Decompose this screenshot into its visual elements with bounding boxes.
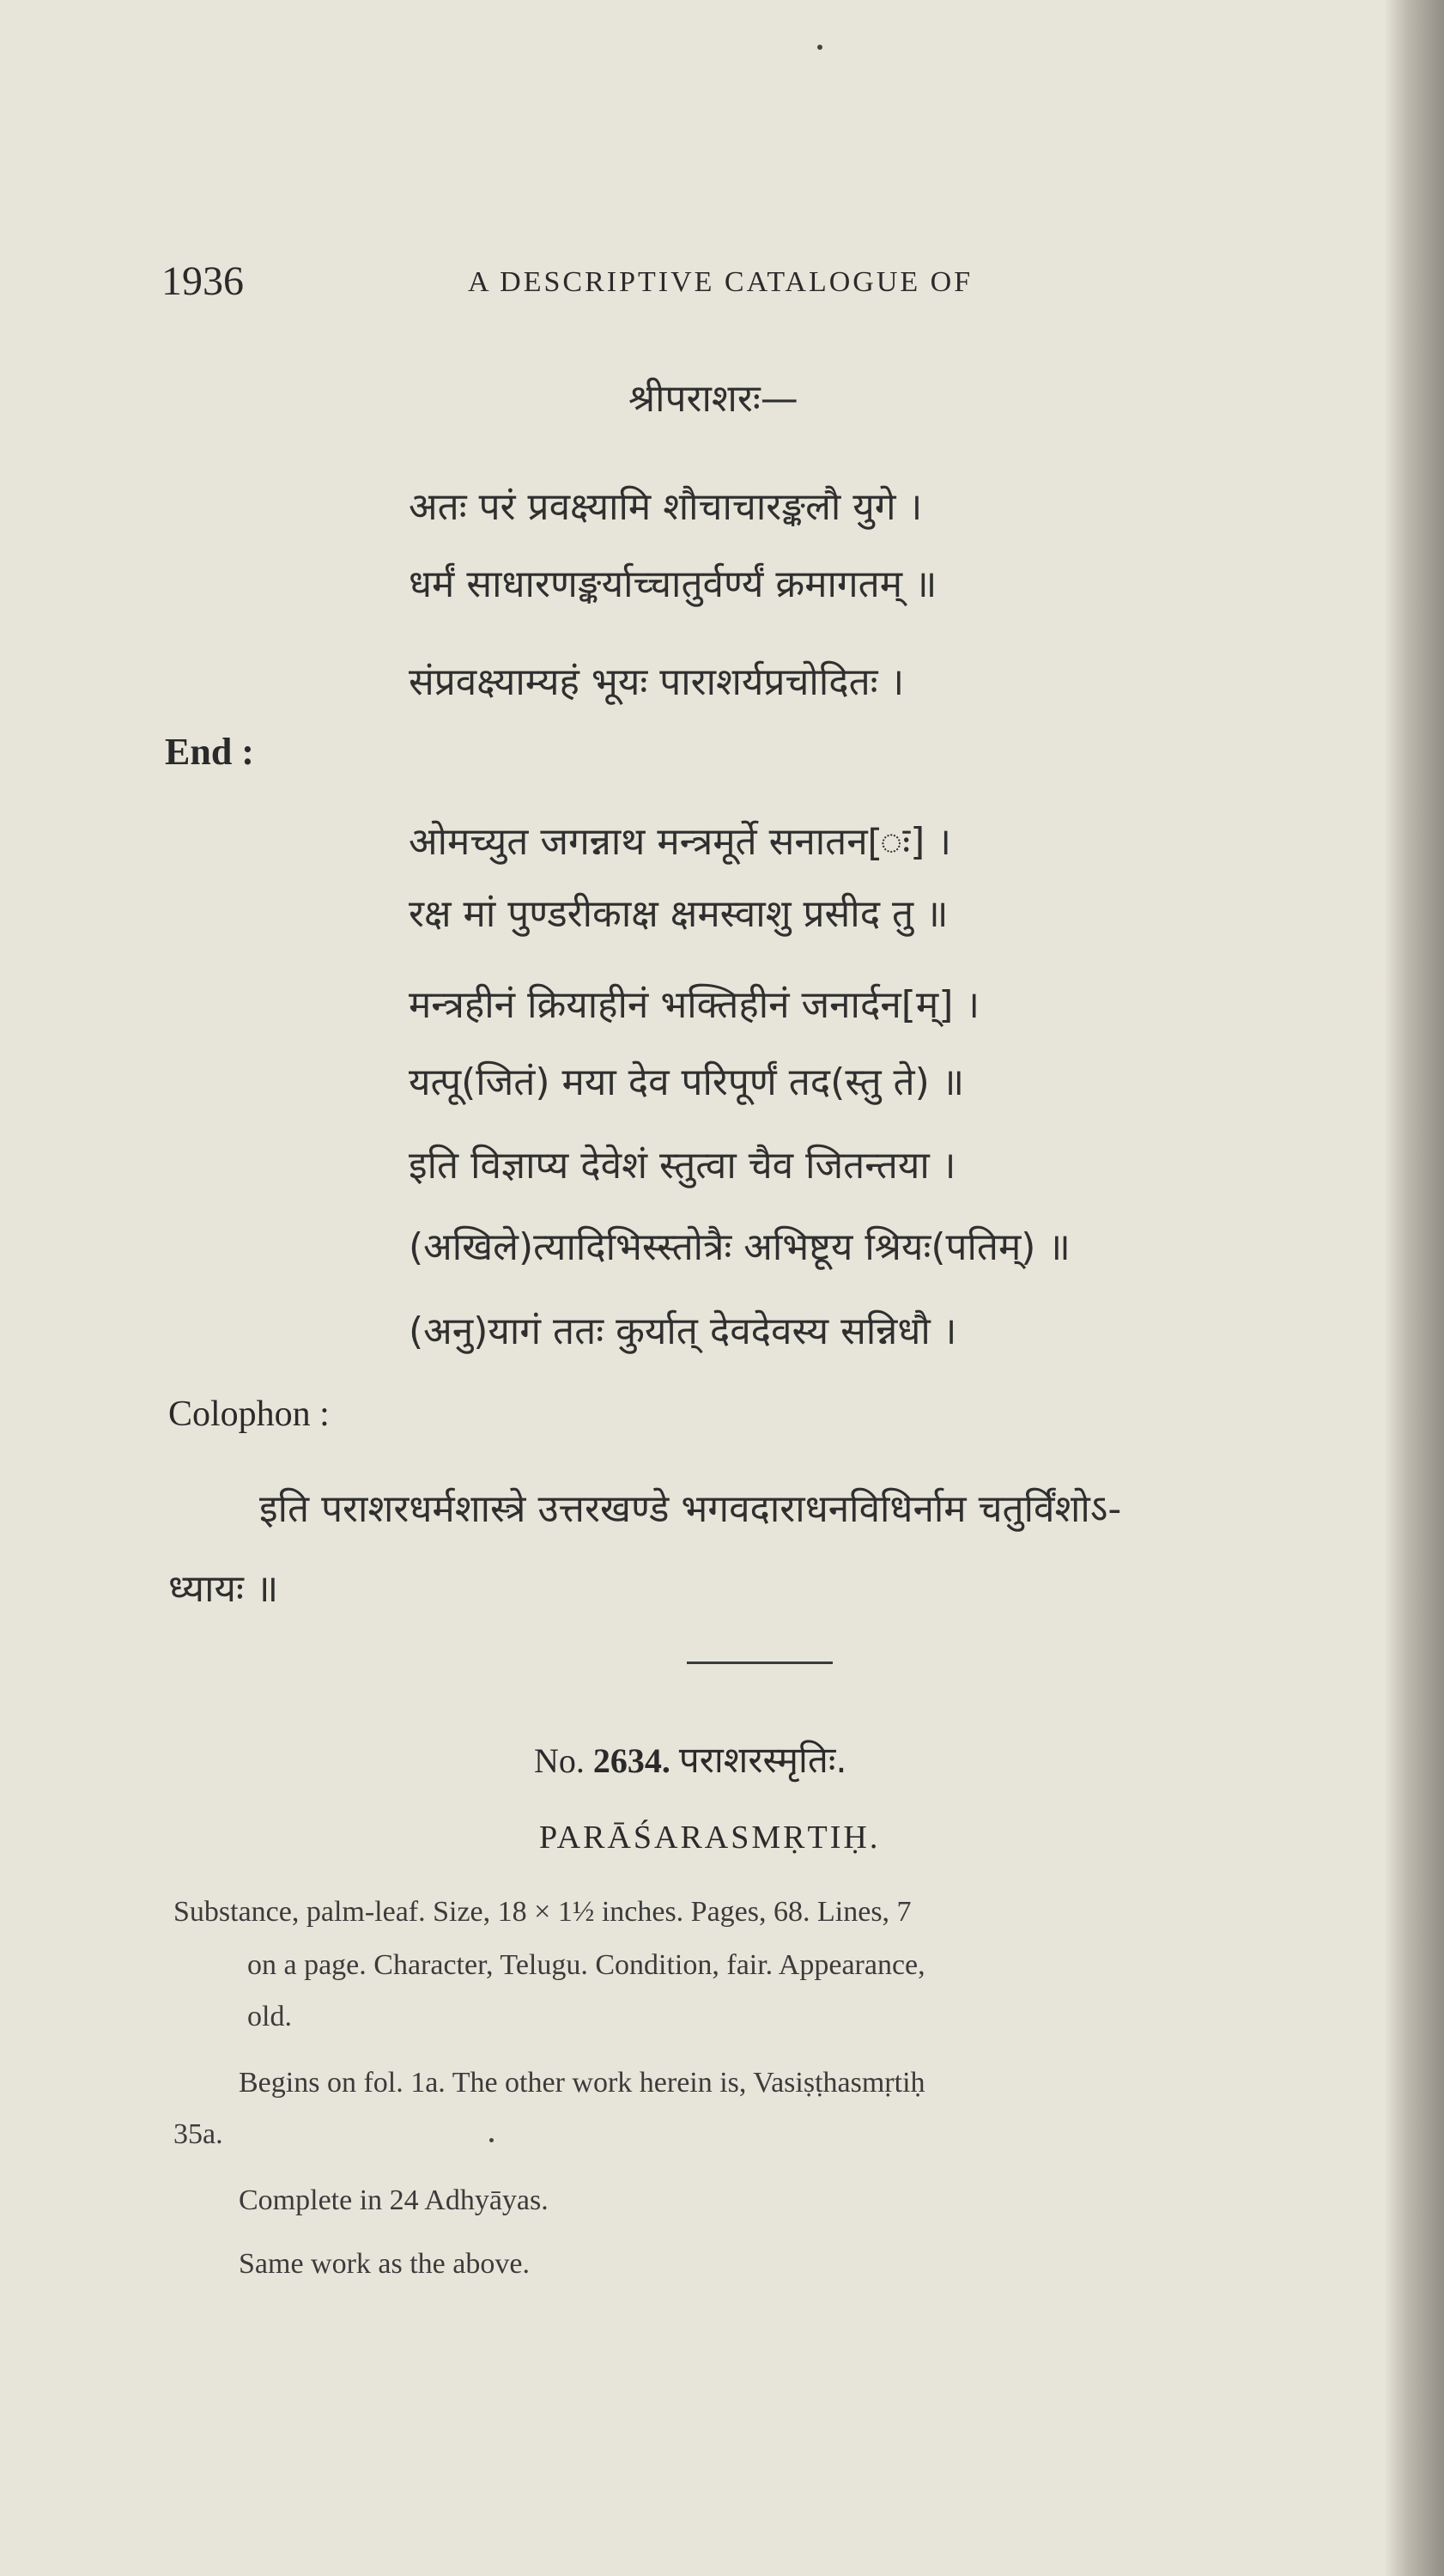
beginning-verse: संप्रवक्ष्याम्यहं भूयः पाराशर्यप्रचोदितः । [409, 660, 905, 704]
entry-title-devanagari: पराशरस्मृतिः. [678, 1739, 847, 1781]
entry-title-transliterated: PARĀŚARASMṚTIḤ. [539, 1820, 881, 1856]
end-verse: (अनु)यागं ततः कुर्यात् देवदेवस्य सन्निधौ । [409, 1309, 957, 1353]
description-line: Substance, palm-leaf. Size, 18 × 1½ inches. Pages, 68. Lines, 7 [173, 1896, 912, 1928]
end-verse: ओमच्युत जगन्नाथ मन्त्रमूर्ते सनातन[ः] । [409, 820, 951, 864]
description-line: on a page. Character, Telugu. Condition, fair. Appearance, [247, 1949, 925, 1981]
author-line: श्रीपराशरः— [628, 377, 798, 421]
end-verse: इति विज्ञाप्य देवेशं स्तुत्वा चैव जितन्तया । [409, 1144, 956, 1188]
page-edge-shadow [1384, 0, 1444, 2576]
running-head: A DESCRIPTIVE CATALOGUE OF [468, 266, 974, 298]
entry-heading [534, 1735, 847, 1783]
beginning-verse: अतः परं प्रवक्ष्यामि शौचाचारङ्कलौ युगे । [409, 485, 923, 529]
colophon-label: Colophon : [168, 1394, 330, 1434]
page-number: 1936 [161, 258, 244, 304]
ink-speck [489, 2138, 494, 2142]
end-label: End : [165, 731, 254, 773]
description-line: Complete in 24 Adhyāyas. [239, 2184, 549, 2216]
description-line: Begins on fol. 1a. The other work herein is, Vasiṣṭhasmṛtiḥ [239, 2067, 925, 2099]
end-verse: यत्पू(जितं) मया देव परिपूर्णं तद(स्तु ते) ॥ [409, 1060, 965, 1104]
end-verse: मन्त्रहीनं क्रियाहीनं भक्तिहीनं जनार्दन[म्] । [409, 983, 980, 1027]
section-divider [687, 1662, 833, 1664]
beginning-verse: धर्मं साधारणङ्कर्याच्चातुर्वर्ण्यं क्रमागतम् ॥ [409, 562, 937, 606]
end-verse: (अखिले)त्यादिभिस्स्तोत्रैः अभिष्टूय श्रियः(पतिम्) ॥ [409, 1225, 1071, 1269]
colophon-line: इति पराशरधर्मशास्त्रे उत्तरखण्डे भगवदाराधनविधिर्नाम चतुर्विंशोऽ- [259, 1487, 1122, 1531]
entry-number-prefix: No. [534, 1741, 585, 1780]
description-line: Same work as the above. [239, 2248, 530, 2280]
ink-speck [817, 45, 822, 50]
description-line: old. [247, 2001, 292, 2032]
description-line: 35a. [173, 2118, 223, 2150]
colophon-line: ध्यायः ॥ [168, 1567, 279, 1611]
entry-number: 2634. [592, 1741, 670, 1780]
end-verse: रक्ष मां पुण्डरीकाक्ष क्षमस्वाशु प्रसीद तु ॥ [409, 892, 949, 936]
